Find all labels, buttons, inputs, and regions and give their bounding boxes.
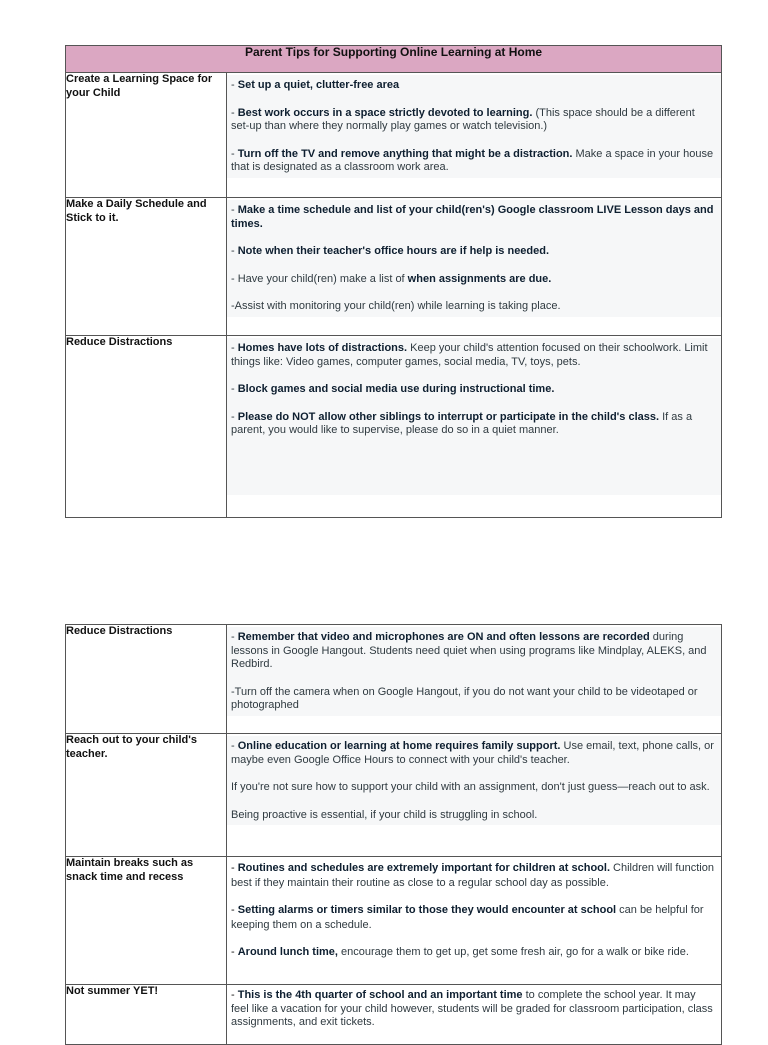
tip-item: - Make a time schedule and list of your child(ren's) Google classroom LIVE Lesson days and times. (231, 204, 714, 230)
tip-item: - Turn off the TV and remove anything that might be a distraction. Make a space in your house that is designated as a classroom work area. (231, 147, 714, 173)
row-label: Reach out to your child's teacher. (66, 734, 227, 857)
table-row (66, 198, 722, 336)
tip-item: - Block games and social media use during instructional time. (231, 383, 555, 395)
row-label: Not summer YET! (66, 985, 227, 1045)
row-label: Create a Learning Space for your Child (66, 73, 227, 198)
tip-item: - Setting alarms or timers similar to those they would encounter at school can be helpful for keeping them on a schedule. (231, 904, 704, 931)
tip-item: If you're not sure how to support your child with an assignment, don't just guess—reach out to ask. (231, 781, 710, 793)
table-row (66, 625, 722, 734)
tips-table-1 (65, 45, 722, 518)
tip-item: - Remember that video and microphones are ON and often lessons are recorded during lessons in Google Hangout. Students need quiet when using programs like Mindplay, ALEKS, and Redbird. (231, 631, 707, 670)
table-row (66, 734, 722, 857)
tip-item: - Have your child(ren) make a list of when assignments are due. (231, 272, 552, 285)
tip-item: - Best work occurs in a space strictly devoted to learning. (This space should be a different set-up than where they normally play games or watch television.) (231, 106, 695, 132)
row-content (227, 336, 722, 518)
row-content (227, 73, 722, 198)
table-row (66, 985, 722, 1045)
row-content (227, 734, 722, 857)
tips-table-2 (65, 624, 722, 1045)
row-content (227, 625, 722, 734)
tip-item: -Assist with monitoring your child(ren) while learning is taking place. (231, 300, 561, 312)
table-title: Parent Tips for Supporting Online Learning at Home (66, 46, 722, 73)
tip-item: - Note when their teacher's office hours are if help is needed. (231, 245, 550, 257)
tip-item: - Please do NOT allow other siblings to interrupt or participate in the child's class. If as a parent, you would like to supervise, please do so in a quiet manner. (231, 410, 693, 436)
tip-item: - Routines and schedules are extremely important for children at school. Children will function best if they maintain their routine as close to a regular school day as possible. (231, 862, 714, 889)
table-row (66, 857, 722, 985)
tip-item: Being proactive is essential, if your child is struggling in school. (231, 808, 538, 821)
tip-item: - Set up a quiet, clutter-free area (231, 79, 400, 91)
row-label: Maintain breaks such as snack time and recess (66, 857, 227, 985)
row-content (227, 857, 722, 985)
row-content (227, 985, 722, 1045)
tip-item: - Online education or learning at home requires family support. Use email, text, phone calls, or maybe even Google Office Hours to connect with your child's teacher. (231, 740, 714, 766)
table-row (66, 73, 722, 198)
tip-item: - This is the 4th quarter of school and an important time to complete the school year. It may feel like a vacation for your child however, students will be graded for classroom participation, class assignments, and exit tickets. (231, 989, 713, 1028)
row-label: Reduce Distractions (66, 625, 227, 734)
row-content (227, 198, 722, 336)
row-label: Make a Daily Schedule and Stick to it. (66, 198, 227, 336)
tip-item: -Turn off the camera when on Google Hangout, if you do not want your child to be videotaped or photographed (231, 685, 698, 711)
tip-item: - Homes have lots of distractions. Keep your child's attention focused on their schoolwork. Limit things like: Video games, computer games, social media, TV, toys, pets. (231, 342, 708, 368)
table-row (66, 336, 722, 518)
tip-item: - Around lunch time, encourage them to get up, get some fresh air, go for a walk or bike ride. (231, 946, 689, 958)
row-label: Reduce Distractions (66, 336, 227, 518)
